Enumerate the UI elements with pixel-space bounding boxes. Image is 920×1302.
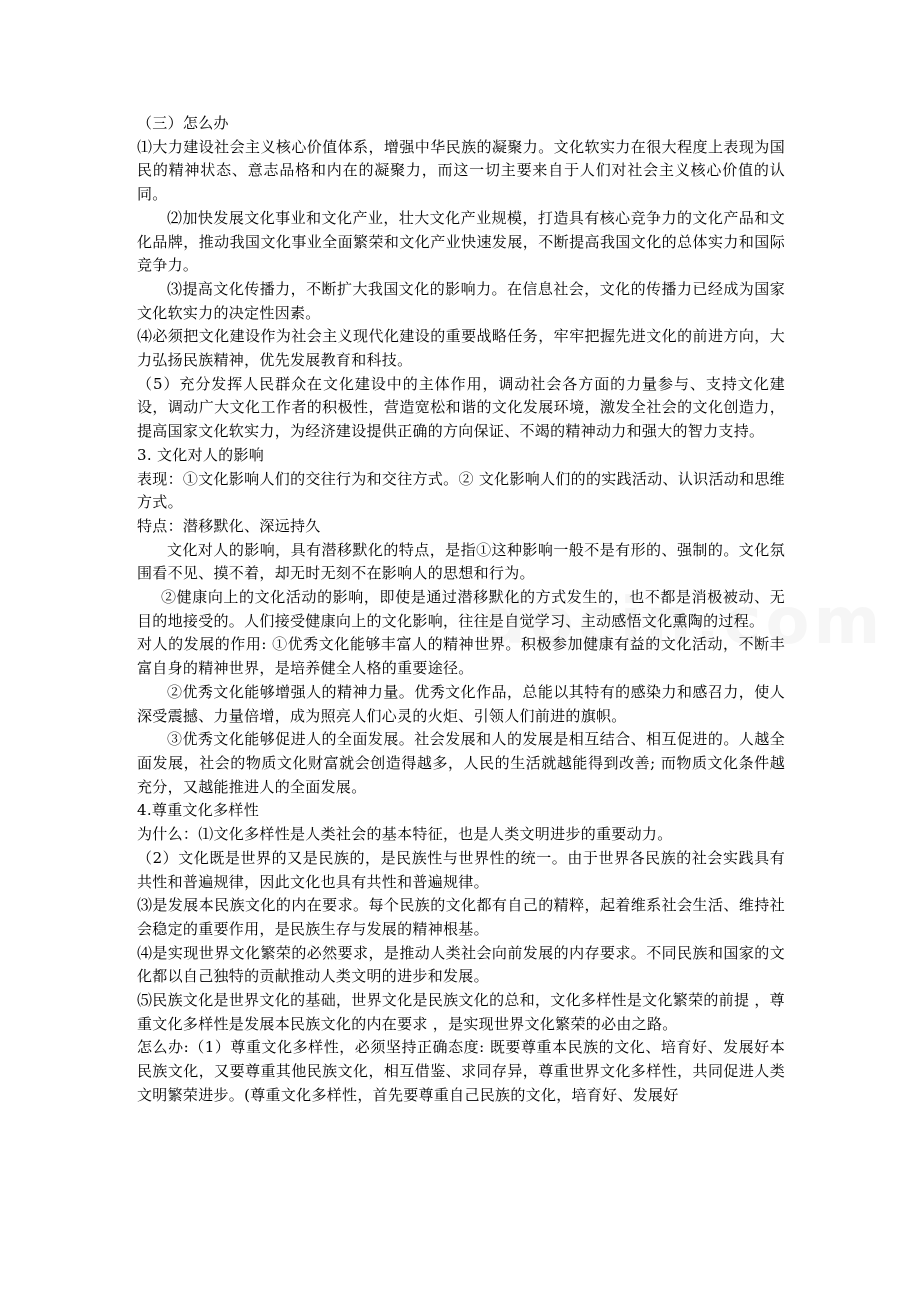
paragraph: ③优秀文化能够促进人的全面发展。社会发展和人的发展是相互结合、相互促进的。人越全面发展，社会的物质文化财富就会创造得越多，人民的生活就越能得到改善; 而物质文化条件越充分，又越能推进人的全面发展。 — [137, 730, 785, 796]
paragraph: （2）文化既是世界的又是民族的，是民族性与世界性的统一。由于世界各民族的社会实践具有共性和普遍规律，因此文化也具有共性和普遍规律。 — [137, 848, 785, 891]
paragraph: 怎么办:（1）尊重文化多样性，必须坚持正确态度: 既要尊重本民族的文化、培育好、发展好本民族文化，又要尊重其他民族文化，相互借鉴、求同存异，尊重世界文化多样性，共同促进人类文明繁荣进步。(尊重文化多样性，首先要尊重自己民族的文化，培育好、发展好 — [137, 1038, 785, 1104]
paragraph: 表现：①文化影响人们的交往行为和交往方式。② 文化影响人们的的实践活动、认识活动和思维方式。 — [137, 469, 785, 512]
paragraph: ⑴大力建设社会主义核心价值体系，增强中华民族的凝聚力。文化软实力在很大程度上表现为国民的精神状态、意志品格和内在的凝聚力，而这一切主要来自于人们对社会主义核心价值的认同。 — [137, 137, 785, 204]
paragraph: 为什么：⑴文化多样性是人类社会的基本特征，也是人类文明进步的重要动力。 — [137, 825, 673, 844]
paragraph: ⑸民族文化是世界文化的基础，世界文化是民族文化的总和，文化多样性是文化繁荣的前提 ，尊重文化多样性是发展本民族文化的内在要求 ，是实现世界文化繁荣的必由之路。 — [137, 991, 785, 1033]
paragraph: ⑷必须把文化建设作为社会主义现代化建设的重要战略任务，牢牢把握先进文化的前进方向，大力弘扬民族精神，优先发展教育和科技。 — [137, 327, 785, 370]
paragraph: ⑵加快发展文化事业和文化产业，壮大文化产业规模，打造具有核心竞争力的文化产品和文化品牌，推动我国文化事业全面繁荣和文化产业快速发展，不断提高我国文化的总体实力和国际竞争力。 — [137, 208, 785, 275]
section-heading: 4.尊重文化多样性 — [137, 801, 260, 820]
section-heading: （三）怎么办 — [137, 114, 229, 132]
paragraph: ⑶是发展本民族文化的内在要求。每个民族的文化都有自己的精粹，起着维系社会生活、维持社会稳定的重要作用，是民族生存与发展的精神根基。 — [137, 896, 785, 938]
paragraph: ⑶提高文化传播力，不断扩大我国文化的影响力。在信息社会，文化的传播力已经成为国家文化软实力的决定性因素。 — [137, 279, 785, 322]
paragraph: 特点：潜移默化、深远持久 — [137, 516, 321, 535]
paragraph: ⑷是实现世界文化繁荣的必然要求，是推动人类社会向前发展的内存要求。不同民族和国家的文化都以自己独特的贡献推动人类文明的进步和发展。 — [137, 943, 785, 986]
paragraph: ②健康向上的文化活动的影响，即使是通过潜移默化的方式发生的，也不都是消极被动、无目的地接受的。人们接受健康向上的文化影响，往往是自觉学习、主动感悟文化熏陶的过程。 — [137, 588, 785, 630]
document-body — [137, 112, 785, 1108]
paragraph: 对人的发展的作用: ①优秀文化能够丰富人的精神世界。积极参加健康有益的文化活动，不断丰富自身的精神世界，是培养健全人格的重要途径。 — [137, 635, 785, 678]
paragraph: ②优秀文化能够增强人的精神力量。优秀文化作品，总能以其特有的感染力和感召力，使人深受震撼、力量倍增，成为照亮人们心灵的火炬、引领人们前进的旗帜。 — [137, 682, 785, 725]
paragraph: 文化对人的影响，具有潜移默化的特点，是指①这种影响一般不是有形的、强制的。文化氛围看不见、摸不着，却无时无刻不在影响人的思想和行为。 — [137, 540, 785, 583]
paragraph: （5）充分发挥人民群众在文化建设中的主体作用，调动社会各方面的力量参与、支持文化建设，调动广大文化工作者的积极性，营造宽松和谐的文化发展环境，激发全社会的文化创造力，提高国家文化软实力，为经济建设提供正确的方向保证、不竭的精神动力和强大的智力支持。 — [137, 374, 785, 441]
section-heading: 3. 文化对人的影响 — [137, 445, 265, 464]
